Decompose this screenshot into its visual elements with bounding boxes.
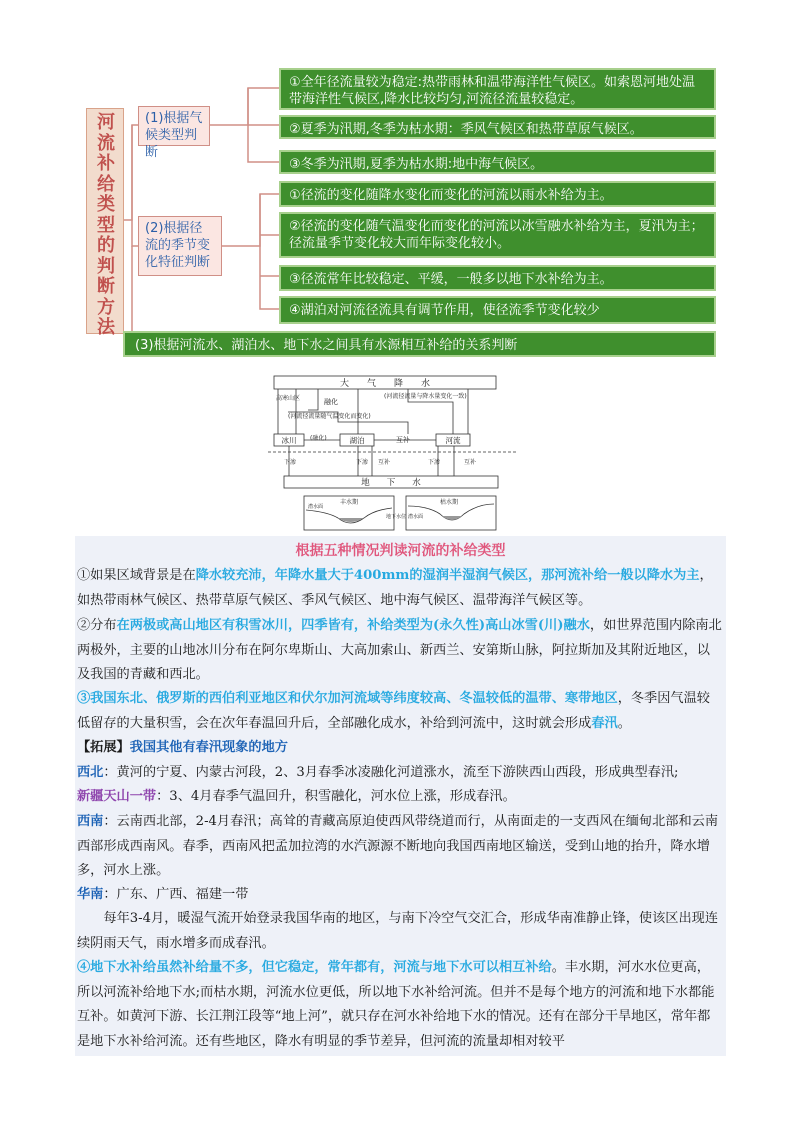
- alt-mountain-label: 高寒山区: [276, 395, 301, 402]
- paragraph-3: [77, 687, 722, 736]
- note-mid: (河流径流量随气温变化而变化): [288, 413, 371, 420]
- diving-level-2: 潜水面: [408, 514, 424, 520]
- sc-label: 华南: [77, 887, 104, 902]
- low-water-label: 枯水期: [440, 499, 459, 506]
- xinjiang-paragraph: [77, 785, 722, 810]
- melt2-label: (融化): [310, 435, 327, 442]
- mutual-label-3: 互补: [464, 459, 477, 466]
- glacier-box: 冰川: [281, 436, 297, 445]
- nw-text: ：黄河的宁夏、内蒙古河段，2、3月春季冰凌融化河道涨水，流至下游陕西山西段，形成典型春汛;: [103, 765, 679, 780]
- leaf-groundwater-supply: ③径流常年比较稳定、平缓，一般多以地下水补给为主。: [279, 265, 716, 291]
- paragraph-4: [77, 956, 722, 1054]
- mind-map-title: [86, 108, 124, 338]
- p4-highlight: ④地下水补给虽然补给量不多，但它稳定，常年都有，河流与地下水可以相互补给: [77, 960, 552, 975]
- p1-highlight: 降水较充沛，年降水量大于400mm的湿润半湿润气候区，那河流补给一般以降水为主: [195, 568, 700, 583]
- water-cycle-diagram: [268, 372, 520, 534]
- title-char: 类: [97, 194, 115, 215]
- leaf-summer-flood: ②夏季为汛期,冬季为枯水期：季风气候区和热带草原气候区。: [279, 115, 716, 139]
- p2-text-a: ②分布: [77, 618, 117, 633]
- high-water-label: 丰水期: [340, 499, 359, 506]
- mutual-label: 互补: [396, 436, 410, 444]
- title-char: 补: [97, 153, 115, 174]
- sc-text: ：广东、广西、福建一带: [103, 887, 249, 902]
- xj-label: 新疆天山一带: [77, 789, 157, 804]
- title-char: 判: [97, 255, 115, 277]
- leaf-winter-flood: ③冬季为汛期,夏季为枯水期:地中海气候区。: [279, 150, 716, 174]
- diving-level-1: 潜水面: [308, 504, 324, 510]
- paragraph-1: [77, 564, 722, 613]
- gw-level-label: 地下水位: [386, 514, 407, 520]
- title-char: 给: [97, 173, 115, 195]
- ext-bracket: 【拓展】: [77, 740, 130, 755]
- title-char: 河: [97, 112, 115, 133]
- leaf-lake-regulation: ④湖泊对河流径流具有调节作用，使径流季节变化较少: [279, 296, 716, 324]
- mutual-label-2: 互补: [378, 459, 391, 466]
- melt-label: 融化: [324, 398, 338, 406]
- p3-text-d: 。: [617, 715, 631, 731]
- title-char: 型: [97, 214, 115, 236]
- leaf-rain-supply: ①径流的变化随降水变化而变化的河流以雨水补给为主。: [279, 181, 716, 207]
- title-char: 流: [97, 132, 115, 154]
- atmosphere-label: 大 气 降 水: [339, 379, 431, 389]
- p2-text-c: ，如世界范围内除南北两极外，主要的山地冰川分布在阿尔卑斯山、大高加索山、新西兰、安第斯山脉，阿拉斯加及其附近地区，以及我国的青藏和西北。: [77, 618, 722, 682]
- p1-text-a: ①如果区域背景是在: [77, 568, 196, 583]
- category-climate: (1)根据气候类型判断: [138, 106, 210, 146]
- p3-highlight: ③我国东北、俄罗斯的西伯利亚地区和伏尔加河流域等纬度较高、冬温较低的温带、寒带地区: [77, 691, 618, 706]
- p3-spring-flood: 春汛: [591, 715, 618, 731]
- river-box: 河流: [445, 436, 461, 445]
- p3-text-b: ，冬季因气温较低留存的大量积雪，会在次年春温回升后，全部融化成水，补给到河流中，这时就会形成: [77, 691, 710, 731]
- southwest-paragraph: [77, 810, 722, 884]
- p2-highlight: 在两极或高山地区有积雪冰川，四季皆有，补给类型为(永久性)高山冰雪(川)融水: [116, 618, 590, 633]
- mind-map: [80, 60, 720, 365]
- section-title: 根据五种情况判读河流的补给类型: [295, 543, 506, 559]
- sw-text: ：云南西北部，2-4月春汛；高耸的青藏高原迫使西风带绕道而行，从南面走的一支西风在缅甸北部和云南西部形成西南风。春季，西南风把孟加拉湾的水汽源源不断地向我国西南地区输送，受到山地的抬升，降水增多，河水上涨。: [77, 814, 719, 878]
- leaf-snowmelt-supply: ②径流的变化随气温变化而变化的河流以冰雪融水补给为主，夏汛为主；径流量季节变化较大而年际变化较小。: [279, 212, 716, 258]
- title-char: 断: [97, 276, 115, 297]
- category-seasonal-runoff: (2)根据径流的季节变化特征判断: [138, 216, 222, 276]
- xj-text: ：3、4月春季气温回升，积雪融化，河水位上涨，形成春汛。: [156, 789, 516, 804]
- ext-title: 我国其他有春汛现象的地方: [129, 740, 288, 755]
- p1-text-c: ，如热带雨林气候区、热带草原气候区、季风气候区、地中海气候区、温带海洋气候区等。: [77, 568, 713, 608]
- title-char: 的: [97, 235, 115, 256]
- extension-heading: [77, 736, 722, 761]
- note-top: (河流径流量与降水量变化一致): [384, 393, 467, 400]
- groundwater-box: 地 下 水: [361, 478, 421, 488]
- p4-text-b: 。丰水期，河水水位更高，所以河流补给地下水;而枯水期，河流水位更低，所以地下水补给河流。但并不是每个地方的河流和地下水都能互补。如黄河下游、长江荆江段等“地上河”，就只存在河水补给地下水的情况。还有在部分干旱地区，常年都是地下水补给河流。还有些地区，降水有明显的季节差异，但河流的流量却相对较平: [77, 960, 715, 1049]
- northwest-paragraph: [77, 761, 722, 786]
- leaf-mutual-supply: (3)根据河流水、湖泊水、地下水之间具有水源相互补给的关系判断: [123, 331, 716, 357]
- mind-map-title-text: [87, 113, 125, 339]
- seep-label-3: 下渗: [428, 459, 441, 466]
- sw-label: 西南: [77, 814, 104, 829]
- leaf-stable-runoff: ①全年径流量较为稳定:热带雨林和温带海洋性气候区。如索恩河地处温带海洋性气候区,降水比较均匀,河流径流量较稳定。: [279, 68, 716, 110]
- seep-label-2: 下渗: [356, 459, 369, 466]
- seep-label-1: 下渗: [284, 459, 297, 466]
- doc-body: [75, 536, 726, 1056]
- title-char: 法: [97, 317, 115, 338]
- lake-box: 湖泊: [349, 436, 365, 445]
- nw-label: 西北: [77, 765, 104, 780]
- southchina-paragraph: [77, 883, 722, 908]
- southchina-detail: 每年3-4月，暖湿气流开始登录我国华南的地区，与南下冷空气交汇合，形成华南准静止锋，使该区出现连续阴雨天气，雨水增多而成春汛。: [77, 911, 719, 951]
- title-char: 方: [97, 296, 115, 318]
- paragraph-2: [77, 614, 722, 688]
